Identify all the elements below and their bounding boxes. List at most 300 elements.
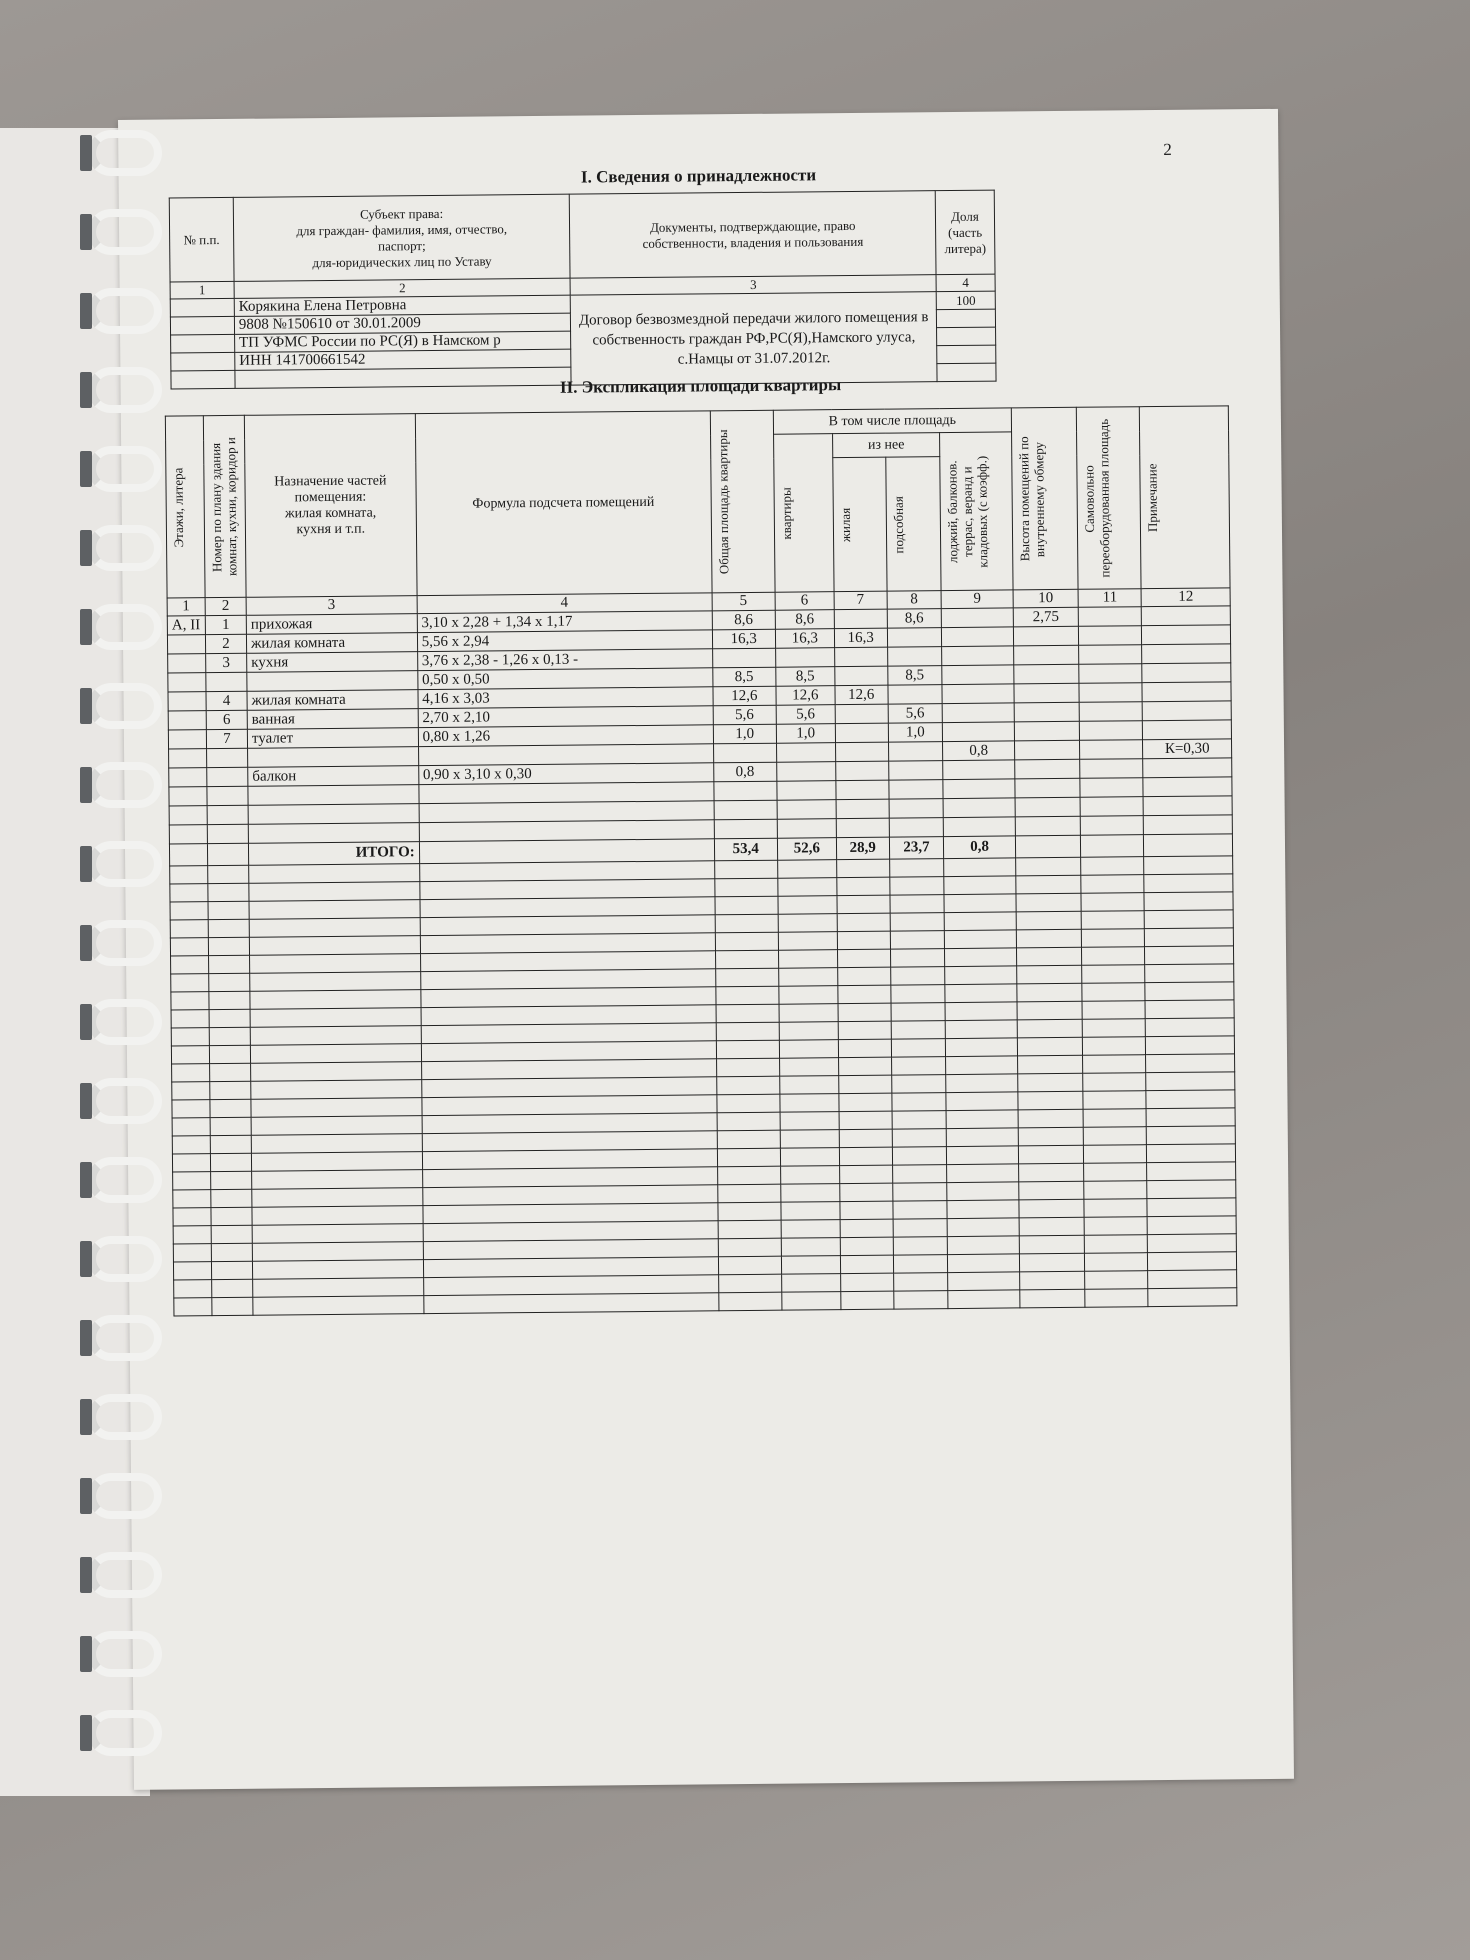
cell-apt (777, 781, 836, 801)
empty-cell (209, 1027, 250, 1045)
binding-ring (88, 1631, 162, 1677)
binding-hole (80, 372, 92, 408)
header-living: жилая (833, 457, 887, 591)
cell-aux (887, 685, 942, 705)
cell-aux: 8,5 (887, 666, 942, 686)
empty-cell (1145, 946, 1234, 965)
cell-floor (168, 654, 206, 673)
empty-cell (249, 864, 420, 884)
empty-cell (947, 1146, 1019, 1165)
empty-cell (1084, 1181, 1147, 1200)
empty-cell (779, 986, 838, 1005)
empty-cell (718, 1220, 781, 1239)
empty-cell (1145, 982, 1234, 1001)
empty-cell (1018, 1145, 1083, 1164)
cell-living (836, 818, 889, 838)
cell-loggia (942, 703, 1014, 723)
empty-cell (210, 1081, 251, 1099)
binding-hole (80, 846, 92, 882)
cell-floor (168, 711, 206, 730)
empty-cell (893, 1273, 948, 1292)
empty-cell (1020, 1271, 1085, 1290)
cell-note (1142, 606, 1231, 626)
cell-apt (777, 762, 836, 782)
empty-cell (839, 1147, 892, 1166)
cell-height (1014, 740, 1079, 760)
empty-cell (1016, 947, 1081, 966)
empty-cell (1082, 929, 1145, 948)
cell-living (835, 742, 888, 762)
cell-height (1015, 835, 1081, 858)
empty-cell (1148, 1252, 1237, 1271)
empty-cell (208, 865, 249, 883)
empty-cell (1084, 1145, 1147, 1164)
cell-living (836, 761, 889, 781)
empty-cell (171, 1010, 209, 1028)
cell-formula (419, 839, 714, 864)
empty-cell (1084, 1199, 1147, 1218)
empty-cell (948, 1290, 1020, 1309)
cell-aux (889, 799, 944, 819)
cell-aux (887, 628, 942, 648)
empty-cell (944, 858, 1016, 877)
col-number: 4 (417, 593, 712, 614)
cell-living: 12,6 (835, 685, 888, 705)
cell-no (207, 767, 248, 786)
empty-cell (945, 930, 1017, 949)
empty-cell (944, 894, 1016, 913)
empty-cell (1017, 965, 1082, 984)
empty-cell (208, 919, 249, 937)
empty-cell (250, 972, 421, 992)
binding-ring (88, 1078, 162, 1124)
cell-total: 16,3 (712, 629, 775, 649)
empty-cell (840, 1201, 893, 1220)
empty-cell (892, 1111, 947, 1130)
empty-cell (1145, 928, 1234, 947)
cell-note (1142, 644, 1231, 664)
empty-cell (210, 1099, 251, 1117)
empty-cell (171, 992, 209, 1010)
cell-unauth (1080, 797, 1143, 817)
empty-cell (780, 1148, 839, 1167)
cell-floor (169, 787, 207, 806)
binding-hole (80, 135, 92, 171)
cell-loggia (942, 627, 1014, 647)
empty-cell (947, 1128, 1019, 1147)
empty-cell (718, 1292, 781, 1311)
empty-cell (250, 1026, 421, 1046)
empty-cell (779, 968, 838, 987)
empty-cell (1147, 1126, 1236, 1145)
col-number: 7 (834, 591, 887, 610)
binding-hole (80, 1241, 92, 1277)
cell-no (207, 805, 248, 824)
empty-cell (838, 1039, 891, 1058)
empty-cell (249, 882, 420, 902)
cell-living (835, 666, 888, 686)
empty-cell (251, 1134, 422, 1154)
empty-cell (211, 1189, 252, 1207)
empty-cell (944, 912, 1016, 931)
empty-cell (717, 1130, 780, 1149)
empty-cell (210, 1135, 251, 1153)
cell-formula: 3,76 x 2,38 - 1,26 x 0,13 - (417, 649, 712, 671)
cell-aux (889, 818, 944, 838)
empty-cell (250, 954, 421, 974)
cell-note (1144, 815, 1233, 835)
area-table (165, 405, 1238, 1316)
cell-unauth (1079, 626, 1142, 646)
empty-cell (947, 1200, 1019, 1219)
owner-name: Корякина Елена Петровна (234, 295, 571, 316)
cell-loggia (942, 646, 1014, 666)
empty-cell (211, 1261, 252, 1279)
empty-cell (1083, 1037, 1146, 1056)
empty-cell (889, 895, 944, 914)
col-number: 6 (775, 592, 834, 611)
empty-cell (839, 1093, 892, 1112)
empty-cell (948, 1254, 1020, 1273)
binding-ring (88, 525, 162, 571)
cell-living: 16,3 (834, 628, 887, 648)
binding-ring (88, 288, 162, 334)
cell-unauth (1080, 721, 1143, 741)
cell-unauth (1078, 607, 1141, 627)
ownership-document: Договор безвозмездной передачи жилого помещения в собственность граждан РФ,РС(Я),Намского улуса, с.Намцы от 31.07.2012г. (571, 292, 937, 386)
empty-cell (1147, 1216, 1236, 1235)
header-formula: Формула подсчета помещений (415, 411, 712, 596)
header-auxiliary: подсобная (885, 457, 941, 592)
empty-cell (1081, 893, 1144, 912)
cell-purpose (247, 671, 418, 692)
empty-cell (1144, 892, 1233, 911)
empty-cell (209, 1063, 250, 1081)
empty-cell (891, 1003, 946, 1022)
cell-height (1014, 664, 1079, 684)
empty-cell (1019, 1199, 1084, 1218)
cell-no: 6 (206, 710, 247, 729)
empty-cell (1081, 911, 1144, 930)
empty-cell (1018, 1073, 1083, 1092)
binding-hole (80, 1004, 92, 1040)
empty-cell (837, 967, 890, 986)
binding-ring (88, 841, 162, 887)
empty-cell (253, 1278, 424, 1298)
empty-cell (892, 1201, 947, 1220)
binding-hole (80, 1557, 92, 1593)
cell-unauth (1081, 835, 1144, 858)
header-of-which: из нее (832, 433, 940, 458)
cell-total (714, 819, 777, 839)
total-living: 28,9 (836, 837, 889, 860)
empty-cell (209, 973, 250, 991)
empty-cell (211, 1207, 252, 1225)
cell-loggia: 0,8 (943, 741, 1015, 761)
empty-cell (209, 1045, 250, 1063)
cell-loggia (944, 817, 1016, 837)
empty-cell (211, 1243, 252, 1261)
empty-cell (893, 1255, 948, 1274)
cell-note (1143, 758, 1232, 778)
empty-cell (948, 1272, 1020, 1291)
empty-cell (1146, 1054, 1235, 1073)
cell-formula: 0,80 x 1,26 (418, 725, 713, 747)
empty-cell (423, 1293, 718, 1314)
binding-ring (88, 920, 162, 966)
owner-inn: ИНН 141700661542 (235, 349, 572, 370)
empty-cell (714, 860, 777, 879)
empty-cell (837, 913, 890, 932)
empty-cell (892, 1129, 947, 1148)
section1-title: I. Сведения о принадлежности (580, 165, 817, 187)
cell-no (207, 786, 248, 805)
empty-cell (889, 859, 944, 878)
empty-cell (779, 1058, 838, 1077)
cell-no (206, 672, 247, 691)
document-page (118, 109, 1294, 1790)
cell-height (1014, 683, 1079, 703)
empty-cell (173, 1262, 211, 1280)
empty-cell (1016, 929, 1081, 948)
empty-cell (839, 1165, 892, 1184)
cell-note (1143, 720, 1232, 740)
cell-height (1015, 816, 1080, 836)
empty-cell (1018, 1127, 1083, 1146)
cell-floor: А, II (167, 616, 205, 635)
cell-purpose: кухня (247, 652, 418, 673)
cell-living (834, 609, 887, 629)
empty-cell (170, 902, 208, 920)
empty-cell (718, 1202, 781, 1221)
cell-formula: 5,56 x 2,94 (417, 630, 712, 652)
empty-cell (716, 1040, 779, 1059)
empty-cell (1019, 1217, 1084, 1236)
empty-cell (893, 1219, 948, 1238)
col-number: 5 (712, 592, 775, 611)
empty-cell (838, 1003, 891, 1022)
cell-note (1144, 834, 1233, 857)
empty-cell (1083, 1127, 1146, 1146)
empty-cell (780, 1166, 839, 1185)
cell-note (1142, 682, 1231, 702)
col-number: 10 (1013, 589, 1078, 608)
col-number: 2 (205, 597, 246, 615)
cell-purpose: балкон (248, 766, 419, 787)
empty-cell (837, 949, 890, 968)
col-number: 8 (887, 591, 942, 610)
empty-cell (716, 1076, 779, 1095)
empty-cell (781, 1202, 840, 1221)
empty-cell (715, 932, 778, 951)
cell-no: 4 (206, 691, 247, 710)
empty-cell (946, 1056, 1018, 1075)
empty-cell (717, 1148, 780, 1167)
empty-cell (208, 937, 249, 955)
empty-cell (891, 1093, 946, 1112)
cell-unauth (1080, 759, 1143, 779)
empty-cell (171, 1046, 209, 1064)
header-num: № п.п. (169, 197, 234, 282)
cell-loggia (943, 722, 1015, 742)
empty-cell (715, 950, 778, 969)
binding-hole (80, 214, 92, 250)
empty-cell (778, 914, 837, 933)
header-room-no: Номер по плану здания комнат, кухни, коридор и (203, 415, 246, 597)
empty-cell (1082, 983, 1145, 1002)
cell-note (1143, 701, 1232, 721)
empty-cell (716, 1022, 779, 1041)
empty-cell (945, 1002, 1017, 1021)
empty-cell (1145, 964, 1234, 983)
empty-cell (717, 1184, 780, 1203)
empty-cell (890, 931, 945, 950)
cell-aux (888, 742, 943, 762)
empty-cell (211, 1225, 252, 1243)
total-area: 53,4 (714, 838, 777, 861)
cell-purpose: жилая комната (246, 633, 417, 654)
col-number: 3 (570, 275, 936, 296)
empty-cell (252, 1206, 423, 1226)
cell-height (1015, 797, 1080, 817)
empty-cell (173, 1190, 211, 1208)
binding-ring (88, 683, 162, 729)
empty-cell (715, 986, 778, 1005)
empty-cell (717, 1166, 780, 1185)
cell-formula: 0,90 x 3,10 x 0,30 (418, 763, 713, 785)
empty-cell (836, 859, 889, 878)
empty-cell (249, 936, 420, 956)
empty-cell (893, 1291, 948, 1310)
cell-no (206, 748, 247, 767)
cell-total: 5,6 (713, 705, 776, 725)
empty-cell (1083, 1091, 1146, 1110)
cell-living (835, 704, 888, 724)
empty-cell (947, 1182, 1019, 1201)
cell-living (836, 780, 889, 800)
empty-cell (781, 1274, 840, 1293)
header-share: Доля (часть литера) (935, 190, 995, 275)
empty-cell (780, 1076, 839, 1095)
binding-hole (80, 1399, 92, 1435)
empty-cell (718, 1256, 781, 1275)
binding-hole (80, 530, 92, 566)
empty-cell (211, 1171, 252, 1189)
empty-cell (945, 1020, 1017, 1039)
cell-purpose (248, 747, 419, 768)
cell-purpose (248, 785, 419, 806)
binding-ring (88, 367, 162, 413)
empty-cell (947, 1164, 1019, 1183)
empty-cell (1019, 1181, 1084, 1200)
binding-hole (80, 609, 92, 645)
empty-cell (840, 1219, 893, 1238)
empty-cell (1145, 910, 1234, 929)
empty-cell (779, 1040, 838, 1059)
empty-cell (250, 990, 421, 1010)
empty-cell (1146, 1072, 1235, 1091)
empty-cell (782, 1292, 841, 1311)
binding-hole (80, 1636, 92, 1672)
empty-cell (252, 1242, 423, 1262)
empty-cell (778, 950, 837, 969)
empty-cell (249, 918, 420, 938)
empty-cell (210, 1153, 251, 1171)
empty-cell (840, 1255, 893, 1274)
share-value: 100 (936, 291, 995, 310)
empty-cell (1084, 1217, 1147, 1236)
empty-cell (1083, 1109, 1146, 1128)
empty-cell (892, 1147, 947, 1166)
empty-cell (1082, 965, 1145, 984)
header-floor: Этажи, литера (165, 416, 205, 598)
empty-cell (170, 866, 208, 884)
empty-cell (252, 1170, 423, 1190)
empty-cell (1146, 1090, 1235, 1109)
empty-cell (172, 1118, 210, 1136)
cell-loggia (943, 779, 1015, 799)
empty-cell (837, 895, 890, 914)
col-number: 12 (1141, 588, 1230, 607)
empty-cell (840, 1273, 893, 1292)
empty-cell (1017, 983, 1082, 1002)
cell-unauth (1079, 645, 1142, 665)
cell-floor (169, 844, 207, 866)
empty-cell (252, 1260, 423, 1280)
empty-cell (946, 1110, 1018, 1129)
empty-cell (839, 1075, 892, 1094)
cell-aux: 8,6 (887, 609, 942, 629)
empty-cell (208, 901, 249, 919)
cell-floor (168, 673, 206, 692)
empty-cell (1081, 857, 1144, 876)
binding-ring (88, 1157, 162, 1203)
empty-cell (893, 1237, 948, 1256)
empty-cell (1148, 1270, 1237, 1289)
cell-purpose (248, 804, 419, 825)
empty-cell (837, 877, 890, 896)
empty-cell (1016, 911, 1081, 930)
empty-cell (172, 1082, 210, 1100)
empty-cell (781, 1184, 840, 1203)
section2-title: II. Экспликация площади квартиры (559, 375, 842, 397)
empty-cell (173, 1208, 211, 1226)
empty-cell (780, 1130, 839, 1149)
empty-cell (1082, 1019, 1145, 1038)
empty-cell (170, 920, 208, 938)
empty-cell (1082, 947, 1145, 966)
empty-cell (252, 1224, 423, 1244)
empty-cell (890, 949, 945, 968)
empty-cell (170, 884, 208, 902)
ownership-table (169, 190, 997, 390)
empty-cell (944, 876, 1016, 895)
empty-cell (716, 1058, 779, 1077)
total-apartment: 52,6 (777, 838, 836, 861)
empty-cell (781, 1256, 840, 1275)
cell-loggia (943, 798, 1015, 818)
binding-hole (80, 767, 92, 803)
empty-cell (778, 896, 837, 915)
empty-cell (946, 1092, 1018, 1111)
empty-cell (838, 1021, 891, 1040)
empty-cell (212, 1279, 253, 1297)
empty-cell (251, 1152, 422, 1172)
col-number: 4 (936, 274, 995, 292)
total-loggia: 0,8 (944, 836, 1016, 859)
cell-floor (167, 635, 205, 654)
cell-living (834, 647, 887, 667)
